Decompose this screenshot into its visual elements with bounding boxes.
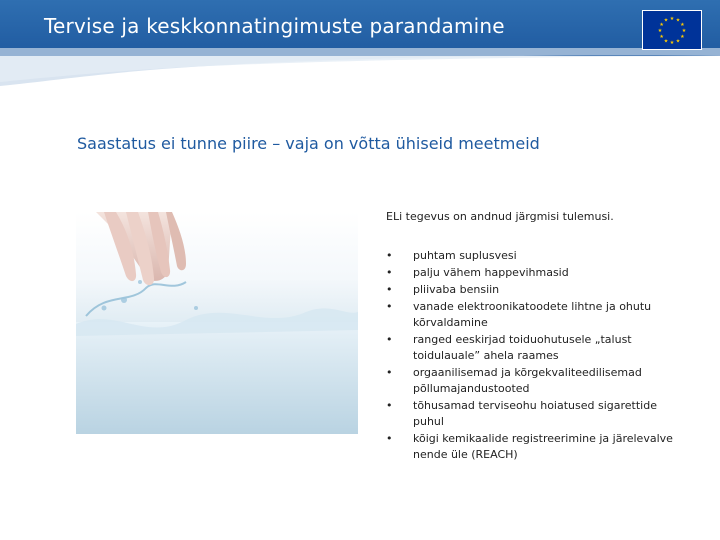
bullet-icon: • bbox=[386, 399, 393, 412]
svg-text:★: ★ bbox=[681, 28, 687, 34]
svg-text:★: ★ bbox=[657, 28, 663, 34]
results-list bbox=[386, 248, 676, 464]
hand-water-illustration bbox=[76, 212, 358, 434]
list-item-text: tõhusamad terviseohu hoiatused sigarettide puhul bbox=[413, 399, 657, 428]
svg-text:★: ★ bbox=[680, 22, 685, 28]
svg-text:★: ★ bbox=[669, 16, 675, 22]
svg-text:★: ★ bbox=[663, 17, 669, 24]
list-item bbox=[386, 365, 676, 397]
header-swoosh bbox=[0, 48, 720, 88]
bullet-icon: • bbox=[386, 432, 393, 445]
list-item-text: pliivaba bensiin bbox=[413, 283, 500, 296]
svg-text:★: ★ bbox=[675, 38, 681, 45]
list-item-text: palju vähem happevihmasid bbox=[413, 266, 569, 279]
list-item bbox=[386, 398, 676, 430]
list-item bbox=[386, 431, 676, 463]
list-item bbox=[386, 248, 676, 264]
intro-text: ELi tegevus on andnud järgmisi tulemusi. bbox=[386, 210, 614, 223]
bullet-icon: • bbox=[386, 283, 393, 296]
list-item-text: ranged eeskirjad toiduohutusele „talust toidulauale” ahela raames bbox=[413, 333, 632, 362]
list-item-text: vanade elektroonikatoodete lihtne ja ohutu kõrvaldamine bbox=[413, 300, 652, 329]
list-item-text: orgaanilisemad ja kõrgekvaliteedilisemad põllumajandustooted bbox=[413, 366, 642, 395]
list-item bbox=[386, 299, 676, 331]
hand-water-photo bbox=[76, 212, 358, 434]
list-item bbox=[386, 332, 676, 364]
svg-text:★: ★ bbox=[663, 38, 669, 45]
list-item bbox=[386, 282, 676, 298]
list-item-text: puhtam suplusvesi bbox=[413, 249, 517, 262]
bullet-icon: • bbox=[386, 300, 393, 313]
svg-text:★: ★ bbox=[675, 17, 681, 24]
svg-text:★: ★ bbox=[659, 22, 664, 28]
slide-subtitle: Saastatus ei tunne piire – vaja on võtta ühiseid meetmeid bbox=[77, 134, 540, 153]
slide-title: Tervise ja keskkonnatingimuste parandamine bbox=[44, 14, 505, 38]
svg-text:★: ★ bbox=[680, 34, 685, 40]
bullet-icon: • bbox=[386, 266, 393, 279]
bullet-icon: • bbox=[386, 366, 393, 379]
list-item bbox=[386, 265, 676, 281]
eu-flag-icon bbox=[642, 10, 702, 50]
svg-text:★: ★ bbox=[659, 34, 664, 40]
bullet-icon: • bbox=[386, 249, 393, 262]
list-item-text: kõigi kemikaalide registreerimine ja järelevalve nende üle (REACH) bbox=[413, 432, 673, 461]
bullet-icon: • bbox=[386, 333, 393, 346]
svg-text:★: ★ bbox=[669, 40, 675, 46]
